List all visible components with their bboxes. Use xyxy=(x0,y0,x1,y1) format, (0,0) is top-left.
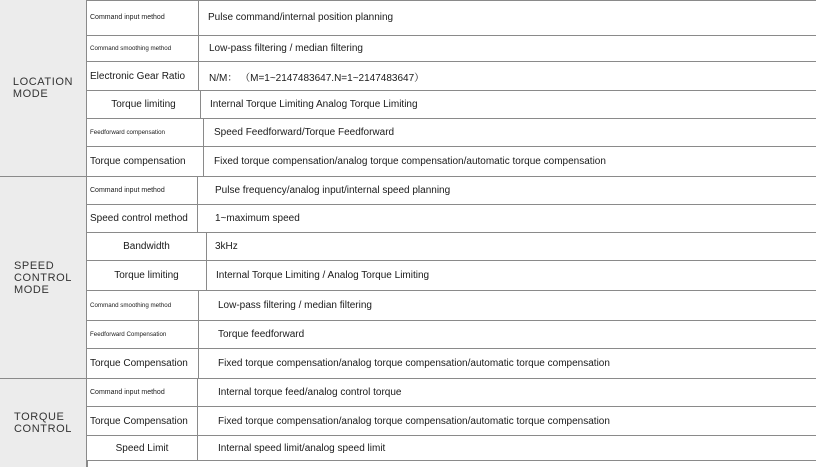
row-value: Internal speed limit/analog speed limit xyxy=(218,442,386,454)
row-value: Fixed torque compensation/analog torque compensation/automatic torque compensation xyxy=(218,358,610,369)
table-row xyxy=(87,233,816,261)
table-row xyxy=(87,261,816,291)
table-row xyxy=(87,205,816,233)
mode-header-torque xyxy=(0,379,87,467)
row-value: Fixed torque compensation/analog torque compensation/automatic torque compensation xyxy=(218,415,610,427)
row-value: Speed Feedforward/Torque Feedforward xyxy=(214,127,395,138)
row-value: Internal Torque Limiting / Analog Torque Limiting xyxy=(216,270,430,281)
row-value: Pulse command/internal position planning xyxy=(208,12,394,23)
table-row xyxy=(87,436,816,461)
table-row xyxy=(87,407,816,436)
row-value: 1~maximum speed xyxy=(215,213,300,224)
row-value: Pulse frequency/analog input/internal speed planning xyxy=(215,185,451,196)
row-value: Internal Torque Limiting Analog Torque Limiting xyxy=(210,99,418,110)
row-value: N/M： （M=1~2147483647.N=1~2147483647） xyxy=(209,72,425,84)
row-value: Internal torque feed/analog control torque xyxy=(218,387,402,398)
row-value: Low-pass filtering / median filtering xyxy=(209,43,363,54)
row-label: Command input method xyxy=(87,177,198,204)
row-label: Feedforward Compensation xyxy=(87,321,199,348)
row-label: Torque Compensation xyxy=(87,407,198,435)
row-label: Command smoothing method xyxy=(87,291,199,320)
table-row xyxy=(87,91,816,119)
mode-title: LOCATION MODE xyxy=(12,76,74,100)
table-row xyxy=(87,0,816,36)
table-row xyxy=(87,349,816,379)
row-value: 3kHz xyxy=(215,241,238,252)
table-row xyxy=(87,291,816,321)
row-label: Feedforward compensation xyxy=(87,119,204,146)
table-row xyxy=(87,321,816,349)
mode-header-location xyxy=(0,0,87,177)
row-value: Low-pass filtering / median filtering xyxy=(218,300,372,311)
row-label: Speed Limit xyxy=(87,436,198,460)
row-label: Bandwidth xyxy=(87,233,207,260)
table-row xyxy=(87,379,816,407)
row-label: Command smoothing method xyxy=(87,36,199,61)
table-row xyxy=(87,147,816,177)
row-label: Electronic Gear Ratio xyxy=(87,62,199,90)
row-label: Torque compensation xyxy=(87,147,204,176)
table-row xyxy=(87,177,816,205)
table-bottom-edge xyxy=(87,461,816,467)
mode-title: SPEED CONTROL MODE xyxy=(14,259,72,296)
row-label: Command input method xyxy=(87,0,199,35)
table-row xyxy=(87,36,816,62)
mode-header-speed xyxy=(0,177,87,379)
row-value: Torque feedforward xyxy=(218,329,305,340)
row-value: Fixed torque compensation/analog torque compensation/automatic torque compensation xyxy=(214,156,606,167)
mode-title: TORQUE CONTROL xyxy=(14,411,72,435)
row-label: Speed control method xyxy=(87,205,198,232)
table-row xyxy=(87,62,816,91)
row-label: Torque Compensation xyxy=(87,349,199,378)
row-label: Torque limiting xyxy=(87,261,207,290)
row-label: Torque limiting xyxy=(87,91,201,118)
row-label: Command input method xyxy=(87,379,198,406)
table-row xyxy=(87,119,816,147)
